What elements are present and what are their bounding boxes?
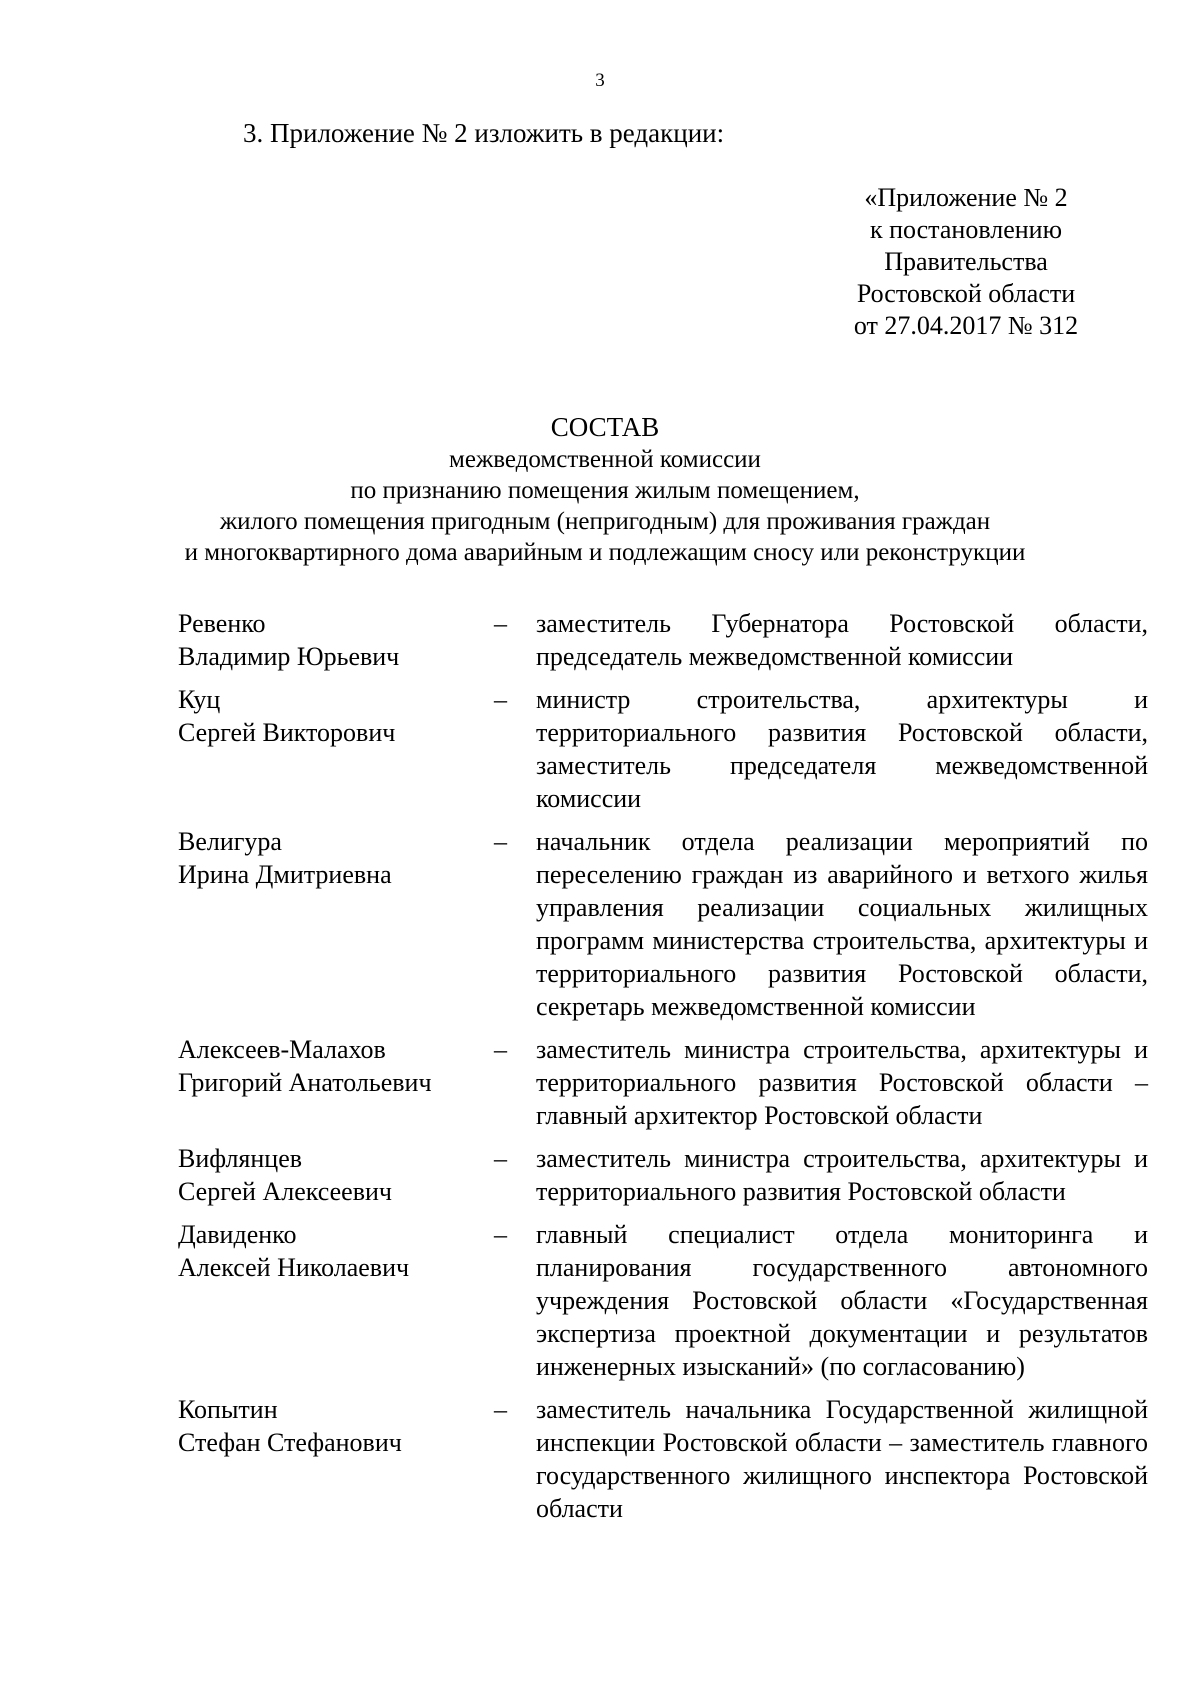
annex-header-line: «Приложение № 2 (864, 183, 1068, 212)
member-name (178, 1033, 494, 1099)
member-surname: Куц (178, 685, 221, 714)
member-surname: Велигура (178, 827, 282, 856)
member-surname: Давиденко (178, 1220, 297, 1249)
annex-header-line: Ростовской области (856, 279, 1076, 308)
annex-header-line: к постановлению (869, 215, 1063, 244)
intro-paragraph: 3. Приложение № 2 изложить в редакции: (243, 118, 725, 148)
member-entry (178, 607, 1148, 673)
member-role: главный специалист отдела мониторинга и планирования государственного автономного учреждения Ростовской области «Государственная экспертиза проектной документации и результатов инженерных изысканий» (по согласованию) (536, 1220, 1148, 1381)
document-title (0, 410, 1200, 568)
member-role: заместитель начальника Государственной жилищной инспекции Ростовской области – заместитель главного государственного жилищного инспектора Ростовской области (536, 1395, 1148, 1523)
dash-separator: – (494, 1395, 507, 1424)
member-role: заместитель министра строительства, архитектуры и территориального развития Ростовской области – главный архитектор Ростовской области (536, 1035, 1148, 1130)
member-given-names: Владимир Юрьевич (178, 642, 400, 671)
member-role: начальник отдела реализации мероприятий по переселению граждан из аварийного и ветхого жилья управления реализации социальных жилищных программ министерства строительства, архитектуры и территориального развития Ростовской области, секретарь межведомственной комиссии (536, 827, 1148, 1021)
member-surname: Алексеев-Малахов (178, 1035, 386, 1064)
annex-header-line: от 27.04.2017 № 312 (853, 311, 1079, 340)
member-surname: Копытин (178, 1395, 278, 1424)
member-entry (178, 1142, 1148, 1208)
member-given-names: Ирина Дмитриевна (178, 860, 392, 889)
member-entry (178, 1218, 1148, 1383)
dash-separator: – (494, 827, 507, 856)
annex-header-line: Правительства (884, 247, 1048, 276)
member-given-names: Сергей Викторович (178, 718, 396, 747)
title-line: жилого помещения пригодным (непригодным) для проживания граждан (219, 508, 991, 535)
dash-separator: – (494, 1144, 507, 1173)
dash-separator: – (494, 609, 507, 638)
member-name (178, 683, 494, 749)
member-role: заместитель министра строительства, архитектуры и территориального развития Ростовской области (536, 1144, 1148, 1206)
dash-separator: – (494, 1220, 507, 1249)
member-role: министр строительства, архитектуры и территориального развития Ростовской области, заместитель председателя межведомственной комиссии (536, 685, 1148, 813)
title-heading: СОСТАВ (550, 412, 660, 442)
member-name (178, 1142, 494, 1208)
member-given-names: Алексей Николаевич (178, 1253, 410, 1282)
member-entry (178, 1033, 1148, 1132)
member-surname: Вифлянцев (178, 1144, 303, 1173)
member-given-names: Григорий Анатольевич (178, 1068, 432, 1097)
dash-separator: – (494, 1035, 507, 1064)
member-name (178, 1218, 494, 1284)
member-entry (178, 1393, 1148, 1525)
member-name (178, 825, 494, 891)
member-entry (178, 683, 1148, 815)
title-line: и многоквартирного дома аварийным и подлежащим сносу или реконструкции (184, 539, 1026, 566)
member-surname: Ревенко (178, 609, 266, 638)
member-given-names: Сергей Алексеевич (178, 1177, 392, 1206)
member-name (178, 1393, 494, 1459)
commission-members-list (178, 607, 1148, 1535)
member-name (178, 607, 494, 673)
dash-separator: – (494, 685, 507, 714)
member-given-names: Стефан Стефанович (178, 1428, 402, 1457)
member-role: заместитель Губернатора Ростовской области, председатель межведомственной комиссии (536, 609, 1148, 671)
title-line: по признанию помещения жилым помещением, (350, 477, 860, 504)
page-number: 3 (595, 70, 605, 91)
annex-header (836, 182, 1096, 342)
title-line: межведомственной комиссии (449, 446, 761, 473)
member-entry (178, 825, 1148, 1023)
